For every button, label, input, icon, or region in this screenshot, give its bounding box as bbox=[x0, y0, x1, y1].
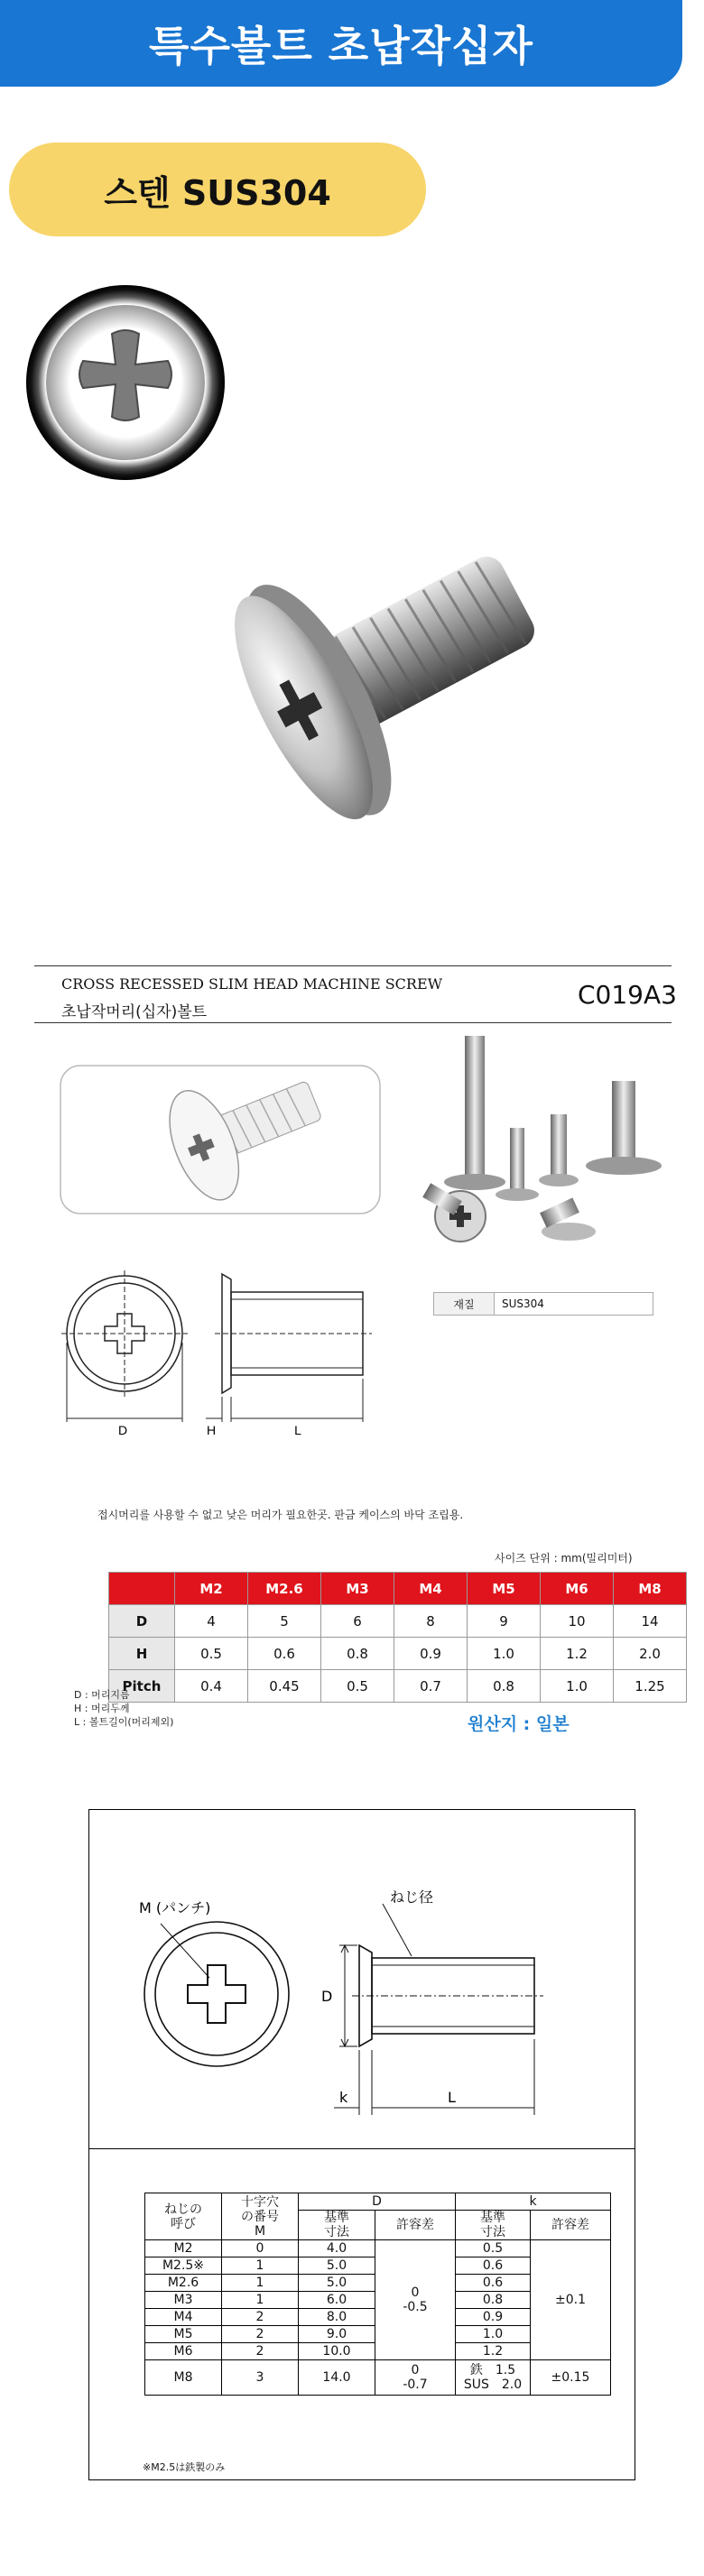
spec-cell: 1.25 bbox=[614, 1670, 687, 1703]
jis-d: 5.0 bbox=[299, 2257, 375, 2275]
spec-row-label: D bbox=[109, 1605, 175, 1638]
spec-size-header: M2 bbox=[175, 1573, 248, 1605]
screws-group-image bbox=[406, 1029, 670, 1245]
jis-h-d: D bbox=[299, 2193, 456, 2211]
legend-d: D : 머리지름 bbox=[74, 1689, 130, 1701]
jis-name: M8 bbox=[145, 2360, 222, 2396]
jis-d: 9.0 bbox=[299, 2326, 375, 2343]
jis-k: 1.0 bbox=[456, 2326, 531, 2343]
spec-cell: 0.5 bbox=[321, 1670, 394, 1703]
spec-size-header: M2.6 bbox=[248, 1573, 321, 1605]
spec-cell: 4 bbox=[175, 1605, 248, 1638]
spec-cell: 14 bbox=[614, 1605, 687, 1638]
jis-name: M4 bbox=[145, 2309, 222, 2326]
jis-name: M2.6 bbox=[145, 2275, 222, 2292]
jis-recess: 1 bbox=[222, 2257, 299, 2275]
spec-size-header: M4 bbox=[394, 1573, 468, 1605]
usage-note: 접시머리를 사용할 수 없고 낮은 머리가 필요한곳. 판금 케이스의 바닥 조립용. bbox=[97, 1509, 464, 1521]
legend-l: L : 볼트길이(머리제외) bbox=[74, 1716, 174, 1728]
jis-d: 8.0 bbox=[299, 2309, 375, 2326]
jis-k: 鉄 1.5 SUS 2.0 bbox=[456, 2360, 531, 2396]
material-value: SUS304 bbox=[495, 1293, 653, 1316]
origin-label: 원산지 : 일본 bbox=[468, 1714, 570, 1734]
spec-cell: 0.9 bbox=[394, 1638, 468, 1670]
jis-h-k-base: 基準 寸法 bbox=[456, 2211, 531, 2240]
spec-row bbox=[109, 1605, 687, 1638]
jis-d: 6.0 bbox=[299, 2292, 375, 2309]
jis-footnote: ※M2.5は鉄製のみ bbox=[143, 2461, 226, 2473]
jis-k: 0.6 bbox=[456, 2257, 531, 2275]
spec-cell: 0.8 bbox=[321, 1638, 394, 1670]
spec-table bbox=[108, 1572, 687, 1703]
spec-cell: 5 bbox=[248, 1605, 321, 1638]
jis-h-k: k bbox=[456, 2193, 611, 2211]
jis-row bbox=[145, 2240, 611, 2257]
material-pill: 스텐 SUS304 bbox=[9, 143, 426, 236]
dim-label-l: L bbox=[294, 1423, 301, 1437]
spec-cell: 0.6 bbox=[248, 1638, 321, 1670]
spec-cell: 0.5 bbox=[175, 1638, 248, 1670]
jis-k: 0.5 bbox=[456, 2240, 531, 2257]
jis-drawing bbox=[135, 1859, 578, 2129]
dim-label-h: H bbox=[206, 1423, 217, 1437]
label-k: k bbox=[339, 2089, 348, 2106]
datasheet-title-ko: 초납작머리(십자)볼트 bbox=[61, 1003, 208, 1021]
product-code: C019A3 bbox=[578, 980, 677, 1010]
spec-corner bbox=[109, 1573, 175, 1605]
jis-d: 4.0 bbox=[299, 2240, 375, 2257]
spec-cell: 1.0 bbox=[468, 1638, 541, 1670]
jis-recess: 0 bbox=[222, 2240, 299, 2257]
spec-cell: 8 bbox=[394, 1605, 468, 1638]
spec-row-label: Pitch bbox=[109, 1670, 175, 1703]
dim-label-d: D bbox=[117, 1423, 128, 1437]
jis-recess: 1 bbox=[222, 2292, 299, 2309]
jis-d: 5.0 bbox=[299, 2275, 375, 2292]
spec-cell: 0.7 bbox=[394, 1670, 468, 1703]
jis-table bbox=[144, 2193, 611, 2396]
jis-row-m8 bbox=[145, 2360, 611, 2396]
material-label: 재질 bbox=[434, 1293, 495, 1316]
spec-cell: 1.0 bbox=[541, 1670, 614, 1703]
jis-h-name: ねじの 呼び bbox=[145, 2193, 222, 2240]
jis-name: M5 bbox=[145, 2326, 222, 2343]
jis-name: M2 bbox=[145, 2240, 222, 2257]
header-rule bbox=[34, 1022, 672, 1023]
screw-illustration-box bbox=[60, 1065, 381, 1214]
jis-d: 14.0 bbox=[299, 2360, 375, 2396]
spec-cell: 6 bbox=[321, 1605, 394, 1638]
jis-k: 0.6 bbox=[456, 2275, 531, 2292]
material-table bbox=[433, 1292, 653, 1316]
jis-k-tol: ±0.1 bbox=[531, 2240, 611, 2360]
legend-h: H : 머리두께 bbox=[74, 1703, 130, 1714]
datasheet-title-en: CROSS RECESSED SLIM HEAD MACHINE SCREW bbox=[61, 975, 443, 993]
cross-recess-icon bbox=[23, 282, 227, 484]
spec-cell: 0.4 bbox=[175, 1670, 248, 1703]
screw-product-image bbox=[177, 483, 583, 862]
top-rule bbox=[34, 965, 672, 966]
jis-h-recess: 十字穴 の番号 M bbox=[222, 2193, 299, 2240]
spec-cell: 9 bbox=[468, 1605, 541, 1638]
spec-size-header: M3 bbox=[321, 1573, 394, 1605]
dimension-drawing bbox=[61, 1270, 395, 1438]
spec-cell: 1.2 bbox=[541, 1638, 614, 1670]
spec-size-header: M8 bbox=[614, 1573, 687, 1605]
jis-h-d-tol: 許容差 bbox=[375, 2211, 456, 2240]
jis-d-tol: 0 -0.5 bbox=[375, 2240, 456, 2360]
spec-row bbox=[109, 1638, 687, 1670]
jis-k-tol: ±0.15 bbox=[531, 2360, 611, 2396]
spec-cell: 0.8 bbox=[468, 1670, 541, 1703]
unit-label: 사이즈 단위 : mm(밀리미터) bbox=[495, 1552, 633, 1565]
label-punch: M (パンチ) bbox=[139, 1899, 211, 1916]
spec-size-header: M6 bbox=[541, 1573, 614, 1605]
spec-size-header: M5 bbox=[468, 1573, 541, 1605]
jis-recess: 2 bbox=[222, 2326, 299, 2343]
jis-name: M3 bbox=[145, 2292, 222, 2309]
jis-name: M2.5※ bbox=[145, 2257, 222, 2275]
jis-d: 10.0 bbox=[299, 2343, 375, 2360]
jis-k: 0.9 bbox=[456, 2309, 531, 2326]
label-l: L bbox=[448, 2089, 456, 2106]
spec-row-label: H bbox=[109, 1638, 175, 1670]
spec-row bbox=[109, 1670, 687, 1703]
jis-h-d-base: 基準 寸法 bbox=[299, 2211, 375, 2240]
jis-d-tol: 0 -0.7 bbox=[375, 2360, 456, 2396]
spec-cell: 2.0 bbox=[614, 1638, 687, 1670]
jis-k: 0.8 bbox=[456, 2292, 531, 2309]
jis-name: M6 bbox=[145, 2343, 222, 2360]
jis-h-k-tol: 許容差 bbox=[531, 2211, 611, 2240]
label-d: D bbox=[321, 1988, 333, 2005]
jis-recess: 3 bbox=[222, 2360, 299, 2396]
jis-recess: 1 bbox=[222, 2275, 299, 2292]
page-banner: 특수볼트 초납작십자 bbox=[0, 0, 682, 87]
spec-cell: 0.45 bbox=[248, 1670, 321, 1703]
label-thread: ねじ径 bbox=[390, 1888, 434, 1906]
jis-recess: 2 bbox=[222, 2309, 299, 2326]
spec-cell: 10 bbox=[541, 1605, 614, 1638]
jis-k: 1.2 bbox=[456, 2343, 531, 2360]
jis-divider bbox=[88, 2148, 635, 2149]
jis-recess: 2 bbox=[222, 2343, 299, 2360]
